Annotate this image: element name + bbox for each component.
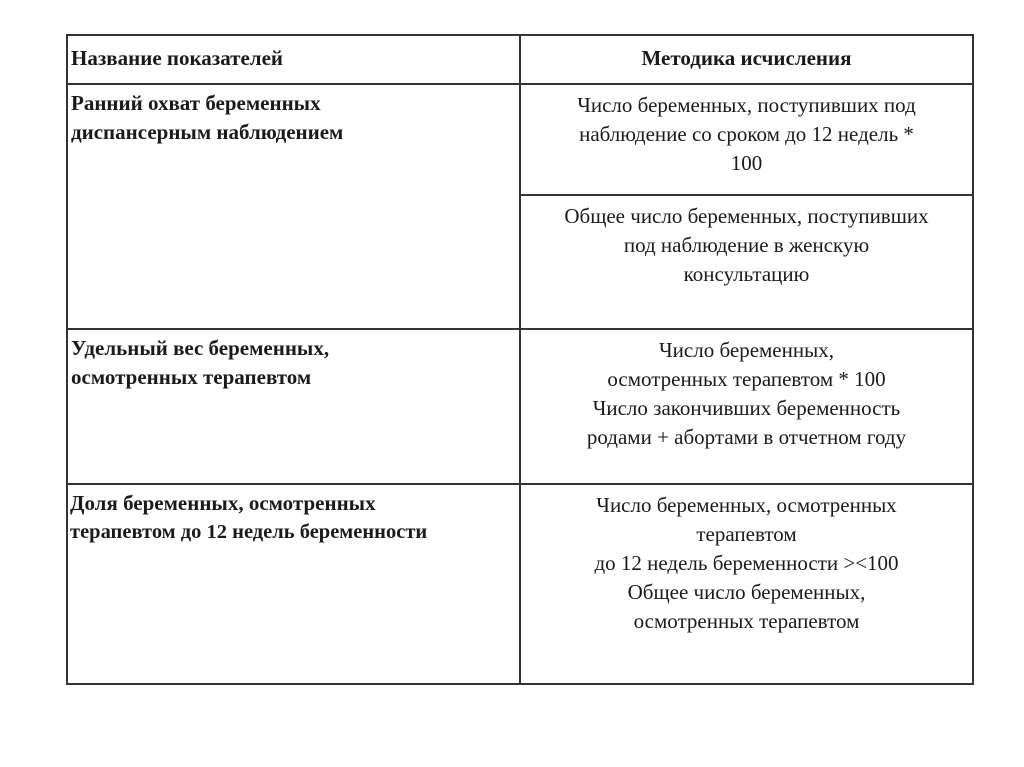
row-2-method-line-1: Число беременных,	[659, 338, 834, 362]
row-1-denominator-line-3: консультацию	[683, 262, 810, 286]
row-1-denominator	[521, 196, 972, 328]
row-3-indicator	[68, 485, 519, 683]
row-1-indicator	[68, 85, 519, 328]
row-3-method-line-2: терапевтом	[696, 522, 797, 546]
row-2-indicator	[68, 330, 519, 483]
row-1-indicator-line-2: диспансерным наблюдением	[71, 120, 344, 144]
row-3-method-line-3: до 12 недель беременности ><100	[594, 551, 899, 575]
row-2-indicator-line-2: осмотренных терапевтом	[71, 365, 312, 389]
row-3-indicator-line-1: Доля беременных, осмотренных	[70, 491, 376, 515]
row-1-numerator-line-1: Число беременных, поступивших под	[577, 93, 916, 117]
row-3-method-line-1: Число беременных, осмотренных	[596, 493, 897, 517]
row-1-numerator-line-3: 100	[730, 151, 763, 175]
row-2-method-line-3: Число закончивших беременность	[592, 396, 901, 420]
row-1-numerator-line-2: наблюдение со сроком до 12 недель *	[579, 122, 914, 146]
row-3-method-line-5: осмотренных терапевтом	[633, 609, 860, 633]
row-3-method-line-4: Общее число беременных,	[627, 580, 866, 604]
row-1-denominator-line-1: Общее число беременных, поступивших	[564, 204, 929, 228]
row-1-numerator	[521, 85, 972, 194]
header-method-label: Методика исчисления	[641, 46, 852, 70]
row-3-method	[521, 485, 972, 683]
row-1-indicator-line-1: Ранний охват беременных	[71, 91, 321, 115]
row-2-indicator-line-1: Удельный вес беременных,	[71, 336, 330, 360]
row-2-method	[521, 330, 972, 483]
header-indicator	[68, 36, 519, 83]
row-2-method-line-4: родами + абортами в отчетном году	[586, 425, 907, 449]
row-2-method-line-2: осмотренных терапевтом * 100	[607, 367, 886, 391]
row-3-indicator-line-2: терапевтом до 12 недель беременности	[70, 521, 428, 543]
header-indicator-label: Название показателей	[71, 46, 283, 70]
table-border-right	[972, 34, 974, 685]
row-1-denominator-line-2: под наблюдение в женскую	[623, 233, 870, 257]
header-method	[521, 36, 972, 83]
